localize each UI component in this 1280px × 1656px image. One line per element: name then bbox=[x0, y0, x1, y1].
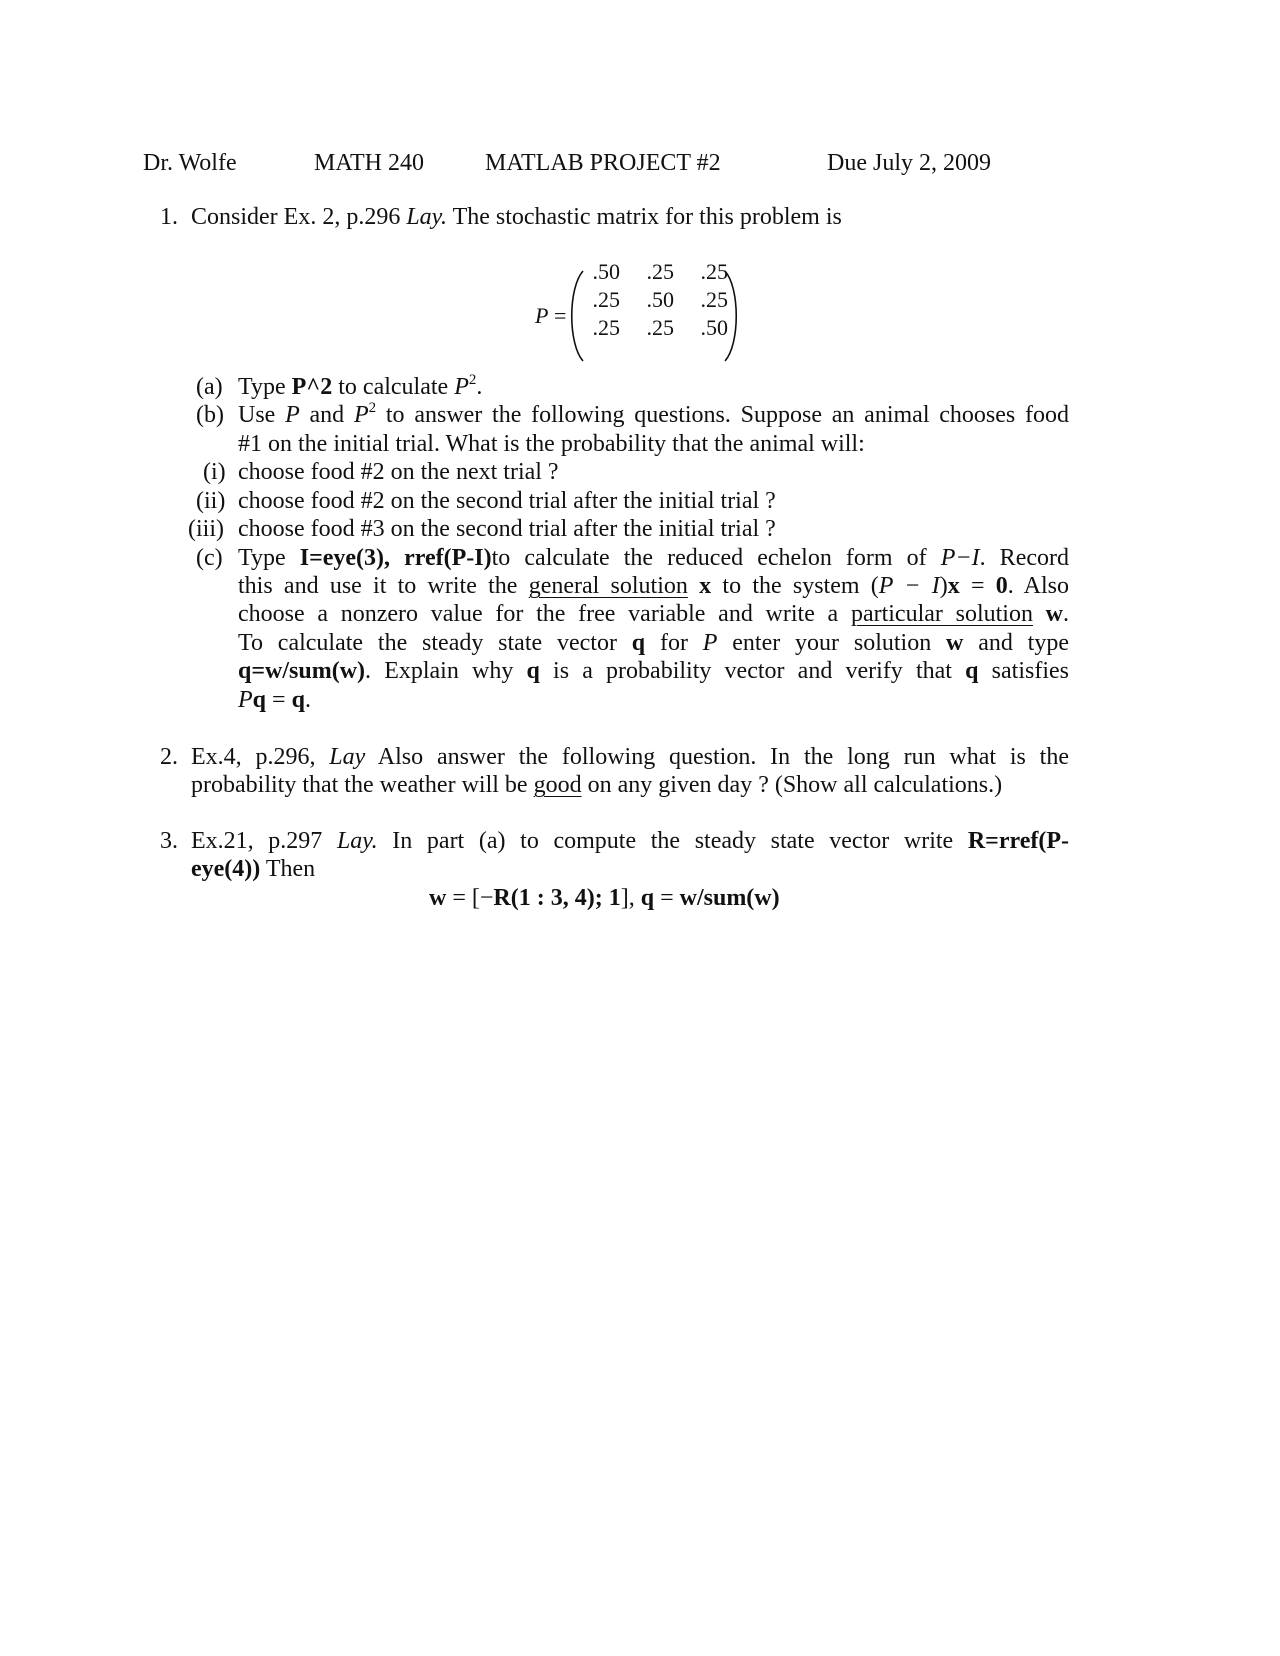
matrix-cell: .25 bbox=[646, 259, 674, 284]
item-a-text: Type P^2 to calculate $P^2$. bbox=[238, 372, 483, 400]
item-a-label: (a) bbox=[196, 374, 223, 400]
item-i-label: (i) bbox=[203, 459, 226, 485]
header-project: MATLAB PROJECT #2 bbox=[485, 150, 721, 176]
item-c-line5: q=w/sum(w). Explain why q is a probability vector and verify that q satisfies bbox=[238, 658, 1070, 684]
problem-3-number: 3. bbox=[160, 828, 178, 854]
problem-1-intro: Consider Ex. 2, p.296 Lay. The stochastic matrix for this problem is bbox=[191, 204, 842, 230]
item-c-line6: Pq = q. bbox=[238, 687, 311, 713]
problem-3-formula: w = [−R(1 : 3, 4); 1], q = w/sum(w) bbox=[429, 885, 780, 911]
matrix-cell: .25 bbox=[646, 315, 674, 340]
item-c-label: (c) bbox=[196, 545, 223, 571]
matrix-cell: .50 bbox=[592, 259, 620, 284]
problem-2-line1: Ex.4, p.296, Lay Also answer the following question. In the long run what is the bbox=[191, 744, 1069, 770]
header-author: Dr. Wolfe bbox=[143, 150, 237, 176]
problem-1-number: 1. bbox=[160, 204, 178, 230]
item-ii-text: choose food #2 on the second trial after the initial trial ? bbox=[238, 488, 776, 514]
problem-2-number: 2. bbox=[160, 744, 178, 770]
matrix-cell: .50 bbox=[646, 287, 674, 312]
item-c-line3: choose a nonzero value for the free variable and write a particular solution w. bbox=[238, 601, 1070, 627]
matrix-cell: .25 bbox=[700, 259, 728, 284]
header-course: MATH 240 bbox=[314, 150, 425, 176]
problem-3-line2: eye(4)) Then bbox=[191, 856, 316, 882]
item-c-line1: Type I=eye(3), rref(P-I)to calculate the reduced echelon form of P−I. Record bbox=[238, 545, 1069, 571]
matrix-cell: .25 bbox=[592, 315, 620, 340]
matrix-cell: .25 bbox=[592, 287, 620, 312]
item-b-text-line2: #1 on the initial trial. What is the probability that the animal will: bbox=[238, 431, 865, 457]
header-due: Due July 2, 2009 bbox=[827, 150, 991, 176]
item-iii-text: choose food #3 on the second trial after the initial trial ? bbox=[238, 516, 776, 542]
item-c-line2: this and use it to write the general solution x to the system (P − I)x = 0. Also bbox=[238, 573, 1069, 599]
item-i-text: choose food #2 on the next trial ? bbox=[238, 459, 559, 485]
matrix-cell: .50 bbox=[700, 315, 728, 340]
right-paren-icon bbox=[723, 270, 743, 362]
item-b-text: Use P and $P^2$ to answer the following questions. Suppose an animal chooses food bbox=[238, 400, 1069, 428]
item-ii-label: (ii) bbox=[196, 488, 226, 514]
item-iii-label: (iii) bbox=[188, 516, 224, 542]
item-b-label: (b) bbox=[196, 402, 224, 428]
problem-3-line1: Ex.21, p.297 Lay. In part (a) to compute the steady state vector write R=rref(P- bbox=[191, 828, 1069, 854]
problem-2-line2: probability that the weather will be good on any given day ? (Show all calculations.) bbox=[191, 772, 1003, 798]
matrix-cell: .25 bbox=[700, 287, 728, 312]
item-c-line4: To calculate the steady state vector q for P enter your solution w and type bbox=[238, 630, 1069, 656]
matrix-label: P = bbox=[535, 303, 567, 328]
